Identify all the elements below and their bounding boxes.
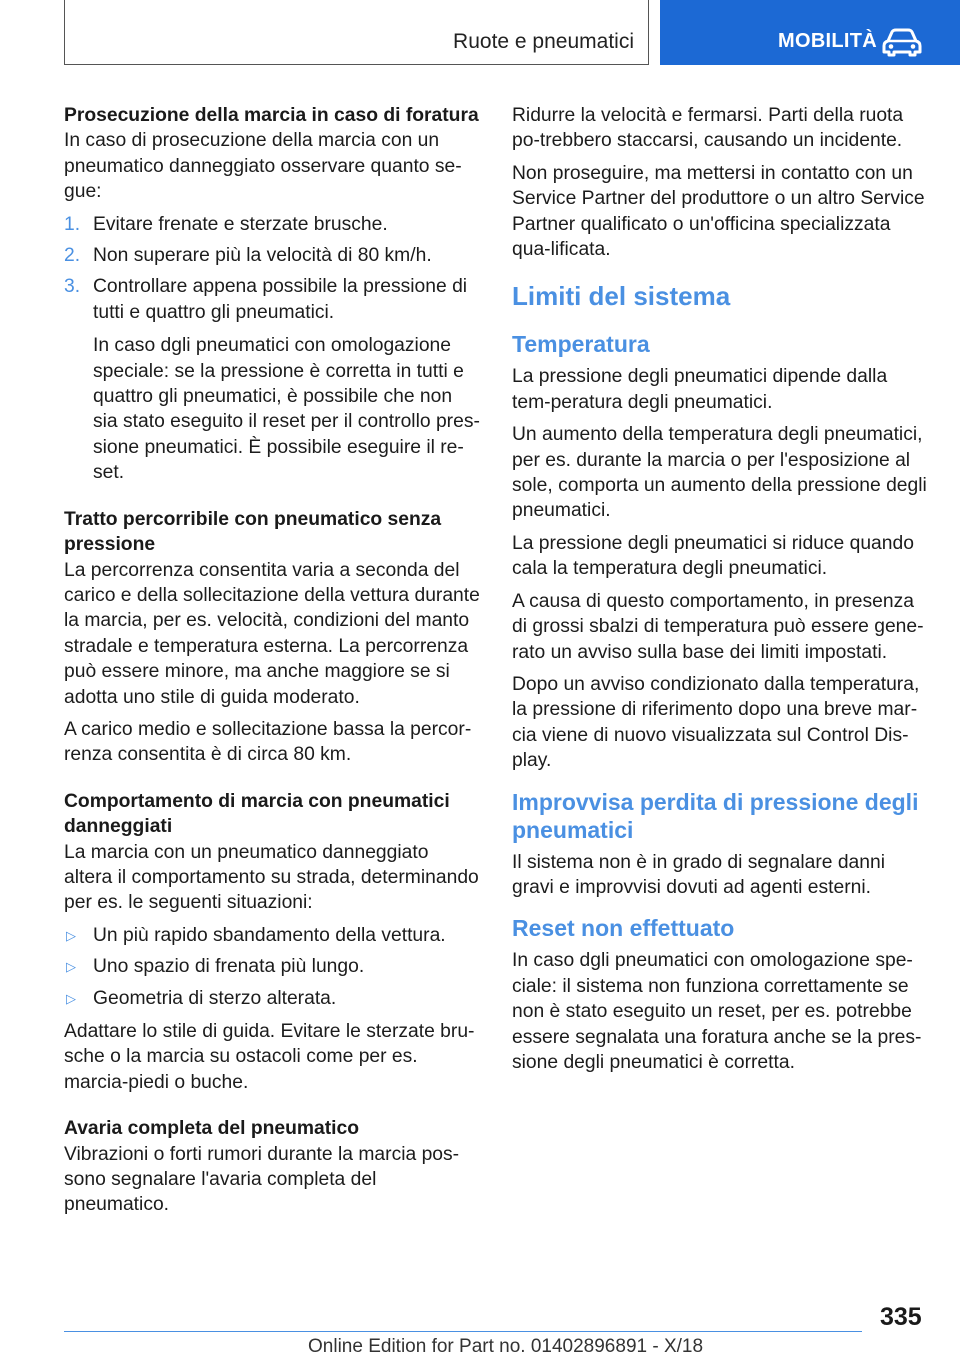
- step-note: In caso dgli pneumatici con omologazione speciale: se la pressione è corretta in tutti e quattro gli pneumatici, è possibile che non sia stato eseguito il reset per il controllo pres-sione pneumatici. È possibile eseguire il re-set.: [93, 335, 480, 484]
- paragraph: Ridurre la velocità e fermarsi. Parti della ruota po-trebbero staccarsi, causando un incidente.: [512, 105, 904, 152]
- step-number: 2.: [64, 245, 81, 267]
- right-column: [512, 103, 928, 1082]
- section-label: MOBILITÀ: [778, 30, 878, 52]
- paragraph: Non proseguire, ma mettersi in contatto con un Service Partner del produttore o un altro Service Partner qualificato o un'officina specializzata qua-lificata.: [512, 162, 925, 261]
- paragraph: La pressione degli pneumatici dipende dalla tem-peratura degli pneumatici.: [512, 366, 888, 413]
- step-number: 3.: [64, 276, 81, 298]
- section-heading-continuing-flat: Prosecuzione della marcia in caso di foratura: [64, 105, 479, 126]
- header-section-tab[interactable]: [660, 0, 960, 65]
- paragraph: Il sistema non è in grado di segnalare danni gravi e improvvisi dovuti ad agenti esterni.: [512, 851, 886, 898]
- step-number: 1.: [64, 213, 81, 235]
- paragraph: Adattare lo stile di guida. Evitare le sterzate bru-sche o la marcia su ostacoli come per es. marcia-piedi o buche.: [64, 1021, 475, 1093]
- step-item: [64, 212, 480, 237]
- paragraph: A causa di questo comportamento, in presenza di grossi sbalzi di temperatura può essere gene-rato un avviso sulla base dei limiti impostati.: [512, 590, 924, 663]
- bullet-list: [64, 923, 480, 1011]
- triangle-bullet-icon: ▷: [66, 990, 76, 1006]
- left-column: [64, 103, 480, 1225]
- section-heading-sudden-pressure-loss: Improvvisa perdita di pressione degli pneumatici: [512, 788, 919, 843]
- triangle-bullet-icon: ▷: [66, 959, 76, 975]
- paragraph: Un aumento della temperatura degli pneumatici, per es. durante la marcia o per l'esposizione al sole, comporta un aumento della pressione degli pneumatici.: [512, 424, 927, 522]
- section-heading-driving-behaviour: Comportamento di marcia con pneumatici danneggiati: [64, 790, 450, 838]
- paragraph: La marcia con un pneumatico danneggiato altera il comportamento su strada, determinando per es. le seguenti situazioni:: [64, 841, 479, 914]
- step-item: [64, 274, 480, 325]
- list-item-text: Un più rapido sbandamento della vettura.: [93, 924, 446, 946]
- header-chapter-box: [64, 0, 649, 65]
- paragraph: Vibrazioni o forti rumori durante la marcia pos-sono segnalare l'avaria completa del pneumatico.: [64, 1143, 460, 1216]
- chapter-heading-system-limits: Limiti del sistema: [512, 281, 731, 312]
- paragraph: A carico medio e sollecitazione bassa la percor-renza consentita è di circa 80 km.: [64, 718, 472, 766]
- section-heading-complete-failure: Avaria completa del pneumatico: [64, 1118, 360, 1140]
- step-item: [64, 243, 480, 268]
- page-number: 335: [880, 1303, 922, 1331]
- step-text: Controllare appena possibile la pressione di tutti e quattro gli pneumatici.: [93, 276, 468, 323]
- step-text: Evitare frenate e sterzate brusche.: [93, 213, 388, 235]
- edition-text: Online Edition for Part no. 01402896891 - X/18: [308, 1336, 704, 1357]
- paragraph: In caso dgli pneumatici con omologazione spe-ciale: il sistema non funziona correttamente se non è stato eseguito un reset, per es. potrebbe essere segnalata una foratura anche se la pres-sione degli pneumatici è corretta.: [512, 950, 922, 1073]
- car-icon: [881, 27, 923, 57]
- footer-divider: [64, 1331, 862, 1332]
- list-item: [64, 923, 480, 948]
- list-item: [64, 954, 480, 979]
- paragraph: Dopo un avviso condizionato dalla temperatura, la pressione di riferimento dopo una breve mar-cia viene di nuovo visualizzata sul Control Dis-play.: [512, 673, 920, 772]
- paragraph: In caso di prosecuzione della marcia con un pneumatico danneggiato osservare quanto se-gue:: [64, 130, 462, 203]
- numbered-steps: [64, 212, 480, 326]
- section-heading-run-flat-distance: Tratto percorribile con pneumatico senza pressione: [64, 508, 442, 556]
- triangle-bullet-icon: ▷: [66, 927, 76, 943]
- chapter-title: Ruote e pneumatici: [453, 30, 634, 53]
- list-item: [64, 986, 480, 1011]
- section-heading-reset-not-done: Reset non effettuato: [512, 915, 735, 942]
- list-item-text: Geometria di sterzo alterata.: [93, 987, 337, 1009]
- paragraph: La percorrenza consentita varia a seconda del carico e della sollecitazione della vettura durante la marcia, per es. velocità, condizioni del manto stradale e temperatura esterna. La percorrenza può essere minore, ma anche maggiore se si adotta uno stile di guida moderato.: [64, 559, 480, 708]
- step-text: Non superare più la velocità di 80 km/h.: [93, 245, 432, 267]
- list-item-text: Uno spazio di frenata più lungo.: [93, 956, 365, 978]
- section-heading-temperature: Temperatura: [512, 331, 650, 358]
- paragraph: La pressione degli pneumatici si riduce quando cala la temperatura degli pneumatici.: [512, 532, 914, 580]
